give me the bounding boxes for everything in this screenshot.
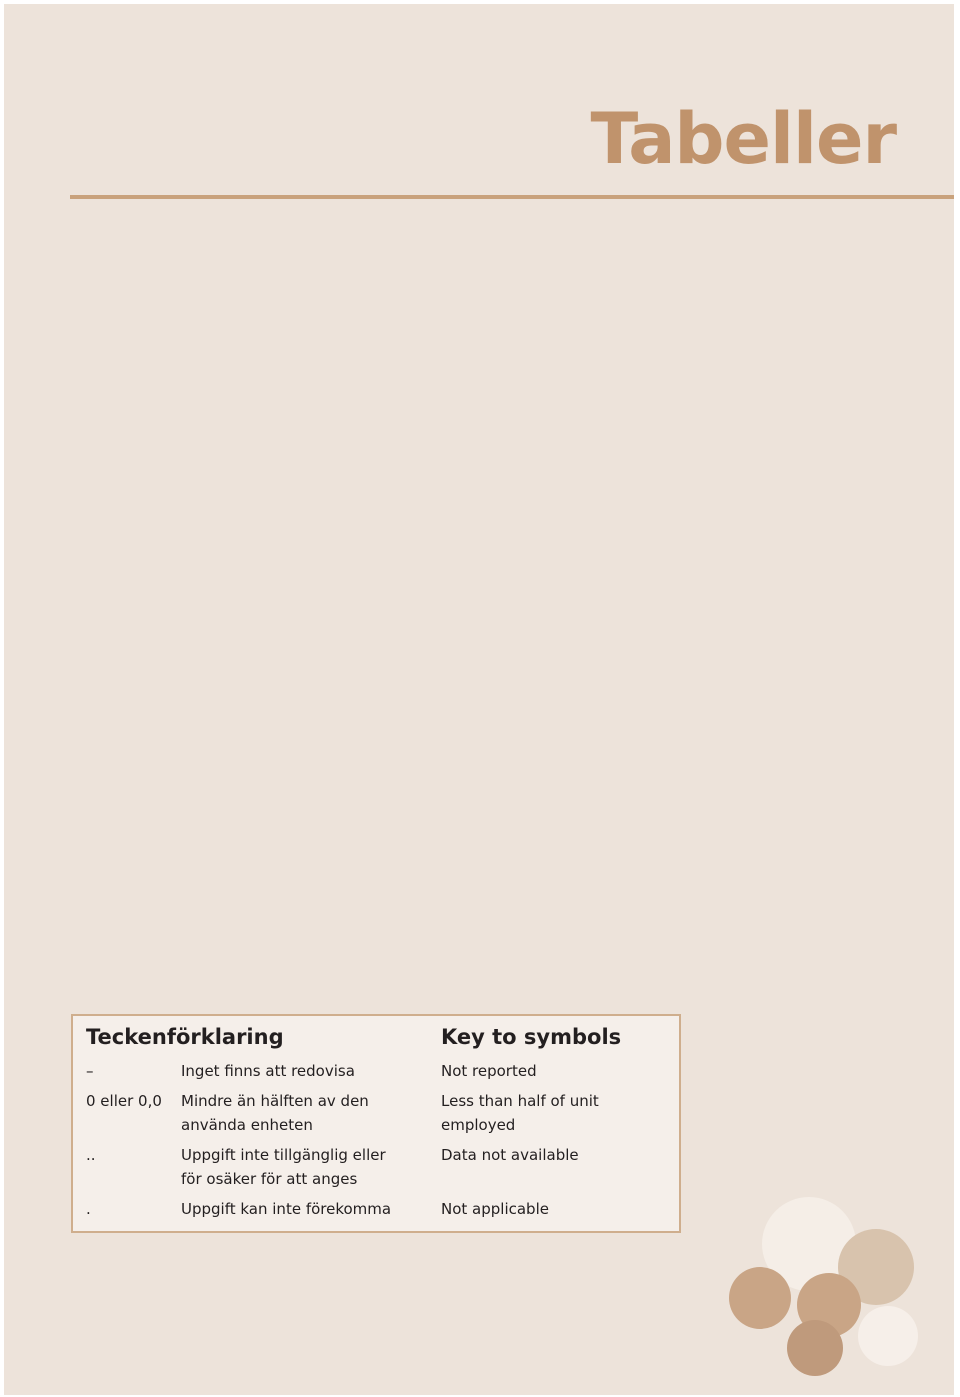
decorative-circle xyxy=(858,1306,918,1366)
legend-symbol: – xyxy=(86,1062,94,1080)
page xyxy=(4,4,954,1395)
legend-swedish-text: Uppgift inte tillgänglig eller för osäker för att anges xyxy=(181,1146,386,1188)
page-title: Tabeller xyxy=(590,98,896,180)
legend-english-text: Not applicable xyxy=(441,1200,549,1218)
legend-swedish-text: Inget finns att redovisa xyxy=(181,1062,355,1080)
legend-english-text: Less than half of unit employed xyxy=(441,1092,599,1134)
legend-swedish-text: Mindre än hälften av den använda enheten xyxy=(181,1092,369,1134)
decorative-circle xyxy=(729,1267,791,1329)
decorative-circle xyxy=(787,1320,843,1376)
title-divider xyxy=(70,195,954,199)
legend-swedish-text: Uppgift kan inte förekomma xyxy=(181,1200,392,1218)
legend-heading-swedish: Teckenförklaring xyxy=(86,1025,284,1049)
legend-symbol: . xyxy=(86,1200,91,1218)
symbol-legend xyxy=(71,1014,681,1233)
legend-symbol: 0 eller 0,0 xyxy=(86,1092,162,1110)
legend-row xyxy=(73,1059,679,1089)
legend-row xyxy=(73,1143,679,1197)
legend-heading-english: Key to symbols xyxy=(441,1025,622,1049)
legend-english-text: Data not available xyxy=(441,1146,579,1164)
legend-english-text: Not reported xyxy=(441,1062,537,1080)
legend-rows xyxy=(73,1059,679,1227)
legend-row xyxy=(73,1197,679,1227)
legend-row xyxy=(73,1089,679,1143)
legend-symbol: .. xyxy=(86,1146,96,1164)
